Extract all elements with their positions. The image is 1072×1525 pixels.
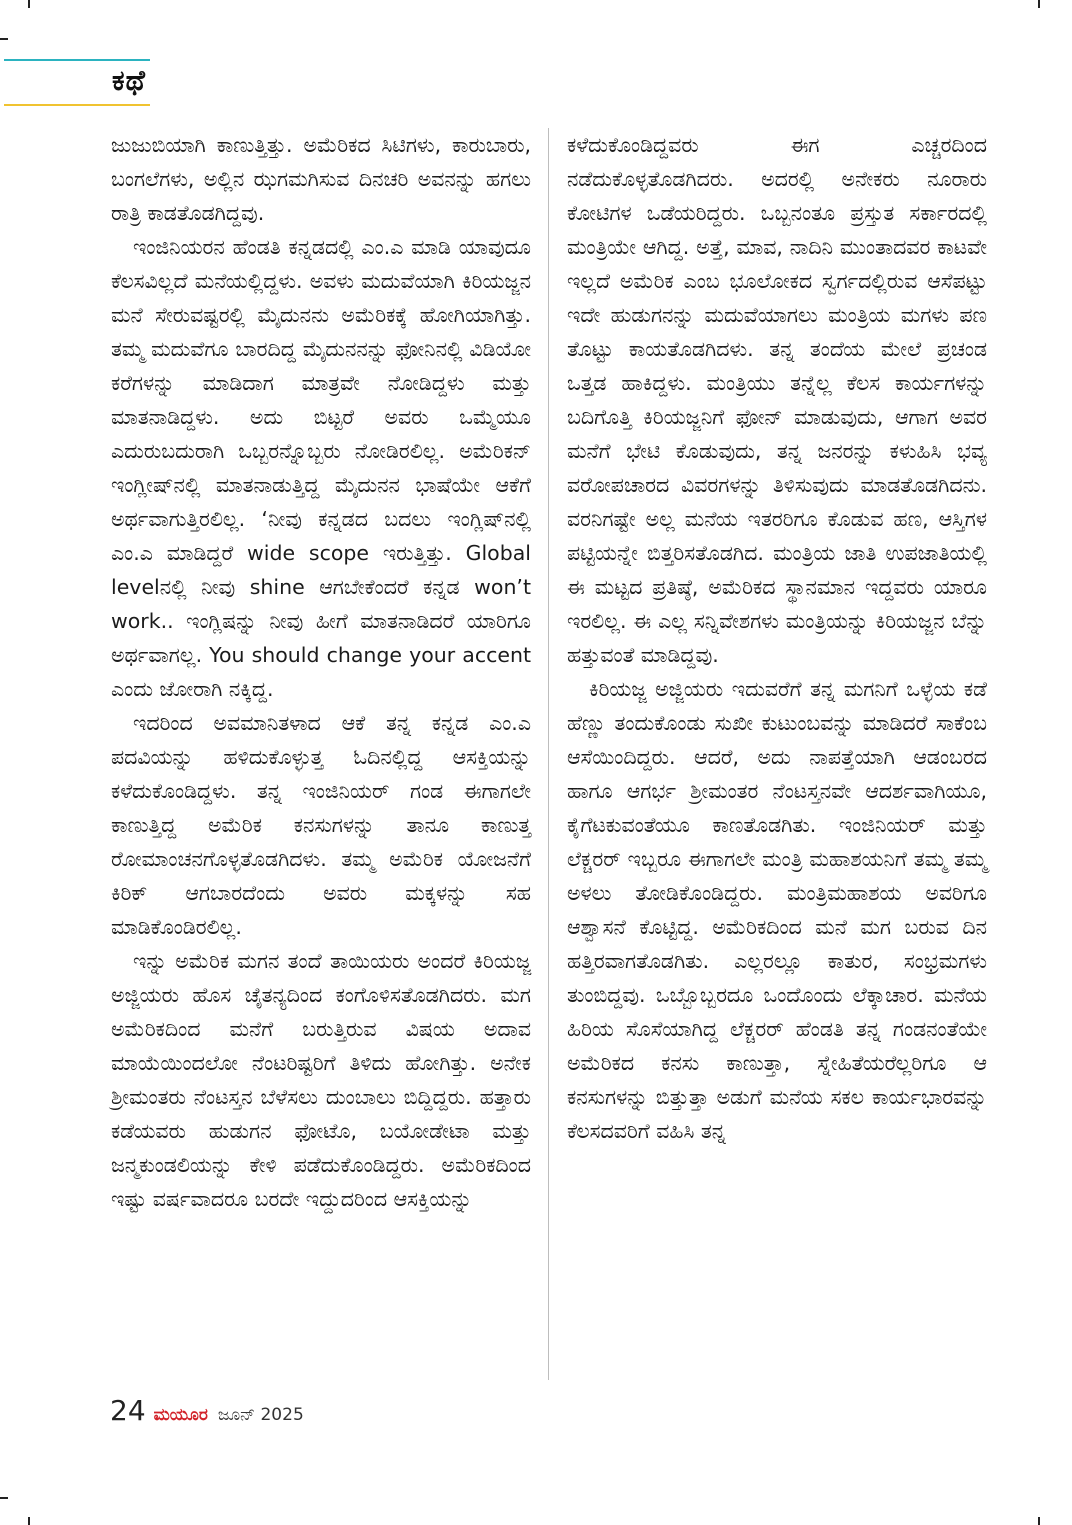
paragraph: ಕಿರಿಯಜ್ಜ ಅಜ್ಜಿಯರು ಇದುವರೆಗೆ ತನ್ನ ಮಗನಿಗೆ ಒಳ್ಳೆಯ ಕಡೆ ಹೆಣ್ಣು ತಂದುಕೊಂಡು ಸುಖೀ ಕುಟುಂಬವನ್ನು ಮಾಡಿದರೆ ಸಾಕೆಂಬ ಆಸೆಯಿಂದಿದ್ದರು. ಆದರೆ, ಅದು ನಾಪತ್ತೆಯಾಗಿ ಆಡಂಬರದ ಹಾಗೂ ಆಗರ್ಭ ಶ್ರೀಮಂತರ ನೆಂಟಸ್ತನವೇ ಆದರ್ಶವಾಗಿಯೂ, ಕೈಗೆಟಕುವಂತೆಯೂ ಕಾಣತೊಡಗಿತು. ಇಂಜಿನಿಯರ್ ಮತ್ತು ಲೆಕ್ಚರರ್ ಇಬ್ಬರೂ ಈಗಾಗಲೇ ಮಂತ್ರಿ ಮಹಾಶಯನಿಗೆ ತಮ್ಮ ತಮ್ಮ ಅಳಲು ತೋಡಿಕೊಂಡಿದ್ದರು. ಮಂತ್ರಿಮಹಾಶಯ ಅವರಿಗೂ ಆಶ್ವಾಸನೆ ಕೊಟ್ಟಿದ್ದ. ಅಮೆರಿಕದಿಂದ ಮನೆ ಮಗ ಬರುವ ದಿನ ಹತ್ತಿರವಾಗತೊಡಗಿತು. ಎಲ್ಲರಲ್ಲೂ ಕಾತುರ, ಸಂಭ್ರಮಗಳು ತುಂಬಿದ್ದವು. ಒಬ್ಬೊಬ್ಬರದೂ ಒಂದೊಂದು ಲೆಕ್ಕಾಚಾರ. ಮನೆಯ ಹಿರಿಯ ಸೊಸೆಯಾಗಿದ್ದ ಲೆಕ್ಚರರ್ ಹೆಂಡತಿ ತನ್ನ ಗಂಡನಂತೆಯೇ ಅಮೆರಿಕದ ಕನಸು ಕಾಣುತ್ತಾ, ಸ್ನೇಹಿತೆಯರೆಲ್ಲರಿಗೂ ಆ ಕನಸುಗಳನ್ನು ಬಿತ್ತುತ್ತಾ ಅಡುಗೆ ಮನೆಯ ಸಕಲ ಕಾರ್ಯಭಾರವನ್ನು ಕೆಲಸದವರಿಗೆ ವಹಿಸಿ ತನ್ನ [567,677,987,1143]
left-column [111,128,531,1216]
paragraph: ಇದರಿಂದ ಅವಮಾನಿತಳಾದ ಆಕೆ ತನ್ನ ಕನ್ನಡ ಎಂ.ಎ ಪದವಿಯನ್ನು ಹಳಿದುಕೊಳ್ಳುತ್ತ ಓದಿನಲ್ಲಿದ್ದ ಆಸಕ್ತಿಯನ್ನು ಕಳೆದುಕೊಂಡಿದ್ದಳು. ತನ್ನ ಇಂಜಿನಿಯರ್ ಗಂಡ ಈಗಾಗಲೇ ಕಾಣುತ್ತಿದ್ದ ಅಮೆರಿಕ ಕನಸುಗಳನ್ನು ತಾನೂ ಕಾಣುತ್ತ ರೋಮಾಂಚನಗೊಳ್ಳತೊಡಗಿದಳು. ತಮ್ಮ ಅಮೆರಿಕ ಯೋಜನೆಗೆ ಕಿರಿಕ್ ಆಗಬಾರದೆಂದು ಅವರು ಮಕ್ಕಳನ್ನು ಸಹ ಮಾಡಿಕೊಂಡಿರಲಿಲ್ಲ. [111,711,531,939]
paragraph: ಇನ್ನು ಅಮೆರಿಕ ಮಗನ ತಂದೆ ತಾಯಿಯರು ಅಂದರೆ ಕಿರಿಯಜ್ಜ ಅಜ್ಜಿಯರು ಹೊಸ ಚೈತನ್ಯದಿಂದ ಕಂಗೊಳಿಸತೊಡಗಿದರು. ಮಗ ಅಮೆರಿಕದಿಂದ ಮನೆಗೆ ಬರುತ್ತಿರುವ ವಿಷಯ ಅದಾವ ಮಾಯೆಯಿಂದಲೋ ನೆಂಟರಿಷ್ಟರಿಗೆ ತಿಳಿದು ಹೋಗಿತ್ತು. ಅನೇಕ ಶ್ರೀಮಂತರು ನೆಂಟಸ್ತನ ಬೆಳೆಸಲು ದುಂಬಾಲು ಬಿದ್ದಿದ್ದರು. ಹತ್ತಾರು ಕಡೆಯವರು ಹುಡುಗನ ಫೋಟೊ, ಬಯೋಡೇಟಾ ಮತ್ತು ಜನ್ಮಕುಂಡಲಿಯನ್ನು ಕೇಳಿ ಪಡೆದುಕೊಂಡಿದ್ದರು. ಅಮೆರಿಕದಿಂದ ಇಷ್ಟು ವರ್ಷವಾದರೂ ಬರದೇ ಇದ್ದುದರಿಂದ ಆಸಕ್ತಿಯನ್ನು [111,949,531,1211]
magazine-logo: ಮಯೂರ [153,1405,208,1425]
crop-mark-bottom-right [1038,1517,1040,1525]
section-title: ಕಥೆ [112,64,146,97]
column-divider [548,128,549,1380]
paragraph: ಜುಜುಬಿಯಾಗಿ ಕಾಣುತ್ತಿತ್ತು. ಅಮೆರಿಕದ ಸಿಟಿಗಳು, ಕಾರುಬಾರು, ಬಂಗಲೆಗಳು, ಅಲ್ಲಿನ ಝಗಮಗಿಸುವ ದಿನಚರಿ ಅವನನ್ನು ಹಗಲು ರಾತ್ರಿ ಕಾಡತೊಡಗಿದ್ದವು. [111,133,531,225]
paragraph: ಇಂಜಿನಿಯರನ ಹೆಂಡತಿ ಕನ್ನಡದಲ್ಲಿ ಎಂ.ಎ ಮಾಡಿ ಯಾವುದೂ ಕೆಲಸವಿಲ್ಲದೆ ಮನೆಯಲ್ಲಿದ್ದಳು. ಅವಳು ಮದುವೆಯಾಗಿ ಕಿರಿಯಜ್ಜನ ಮನೆ ಸೇರುವಷ್ಟರಲ್ಲಿ ಮೈದುನನು ಅಮೆರಿಕಕ್ಕೆ ಹೋಗಿಯಾಗಿತ್ತು. ತಮ್ಮ ಮದುವೆಗೂ ಬಾರದಿದ್ದ ಮೈದುನನನ್ನು ಫೋನಿನಲ್ಲಿ ವಿಡಿಯೋ ಕರೆಗಳನ್ನು ಮಾಡಿದಾಗ ಮಾತ್ರವೇ ನೋಡಿದ್ದಳು ಮತ್ತು ಮಾತನಾಡಿದ್ದಳು. ಅದು ಬಿಟ್ಟರೆ ಅವರು ಒಮ್ಮೆಯೂ ಎದುರುಬದುರಾಗಿ ಒಬ್ಬರನ್ನೊಬ್ಬರು ನೋಡಿರಲಿಲ್ಲ. ಅಮೆರಿಕನ್ ಇಂಗ್ಲೀಷ್‌ನಲ್ಲಿ ಮಾತನಾಡುತ್ತಿದ್ದ ಮೈದುನನ ಭಾಷೆಯೇ ಆಕೆಗೆ ಅರ್ಥವಾಗುತ್ತಿರಲಿಲ್ಲ. ‘ನೀವು ಕನ್ನಡದ ಬದಲು ಇಂಗ್ಲಿಷ್‌ನಲ್ಲಿ ಎಂ.ಎ ಮಾಡಿದ್ದರೆ wide scope ಇರುತ್ತಿತ್ತು. Global levelನಲ್ಲಿ ನೀವು shine ಆಗಬೇಕೆಂದರೆ ಕನ್ನಡ won’t work.. ಇಂಗ್ಲಿಷನ್ನು ನೀವು ಹೀಗೆ ಮಾತನಾಡಿದರೆ ಯಾರಿಗೂ ಅರ್ಥವಾಗಲ್ಲ. You should change your accent ಎಂದು ಜೋರಾಗಿ ನಕ್ಕಿದ್ದ. [111,235,531,701]
crop-mark-left-upper [0,38,8,40]
issue-date: ಜೂನ್ 2025 [217,1405,304,1425]
page-number: 24 [110,1394,146,1427]
crop-mark-top-left [28,0,30,8]
crop-mark-top-right [1038,0,1040,8]
header-rule-top [4,59,150,61]
crop-mark-bottom-left [28,1517,30,1525]
right-column [567,128,987,1148]
page-footer [110,1394,304,1428]
crop-mark-left-lower [0,1497,8,1499]
paragraph: ಕಳೆದುಕೊಂಡಿದ್ದವರು ಈಗ ಎಚ್ಚರದಿಂದ ನಡೆದುಕೊಳ್ಳತೊಡಗಿದರು. ಅದರಲ್ಲಿ ಅನೇಕರು ನೂರಾರು ಕೋಟಿಗಳ ಒಡೆಯರಿದ್ದರು. ಒಬ್ಬನಂತೂ ಪ್ರಸ್ತುತ ಸರ್ಕಾರದಲ್ಲಿ ಮಂತ್ರಿಯೇ ಆಗಿದ್ದ. ಅತ್ತೆ, ಮಾವ, ನಾದಿನಿ ಮುಂತಾದವರ ಕಾಟವೇ ಇಲ್ಲದೆ ಅಮೆರಿಕ ಎಂಬ ಭೂಲೋಕದ ಸ್ವರ್ಗದಲ್ಲಿರುವ ಆಸೆಪಟ್ಟು ಇದೇ ಹುಡುಗನನ್ನು ಮದುವೆಯಾಗಲು ಮಂತ್ರಿಯ ಮಗಳು ಪಣ ತೊಟ್ಟು ಕಾಯತೊಡಗಿದಳು. ತನ್ನ ತಂದೆಯ ಮೇಲೆ ಪ್ರಚಂಡ ಒತ್ತಡ ಹಾಕಿದ್ದಳು. ಮಂತ್ರಿಯು ತನ್ನೆಲ್ಲ ಕೆಲಸ ಕಾರ್ಯಗಳನ್ನು ಬದಿಗೊತ್ತಿ ಕಿರಿಯಜ್ಜನಿಗೆ ಫೋನ್ ಮಾಡುವುದು, ಆಗಾಗ ಅವರ ಮನೆಗೆ ಭೇಟಿ ಕೊಡುವುದು, ತನ್ನ ಜನರನ್ನು ಕಳುಹಿಸಿ ಭವ್ಯ ವರೋಪಚಾರದ ವಿವರಗಳನ್ನು ತಿಳಿಸುವುದು ಮಾಡತೊಡಗಿದನು. ವರನಿಗಷ್ಟೇ ಅಲ್ಲ ಮನೆಯ ಇತರರಿಗೂ ಕೊಡುವ ಹಣ, ಆಸ್ತಿಗಳ ಪಟ್ಟಿಯನ್ನೇ ಬಿತ್ತರಿಸತೊಡಗಿದ. ಮಂತ್ರಿಯ ಜಾತಿ ಉಪಜಾತಿಯಲ್ಲಿ ಈ ಮಟ್ಟದ ಪ್ರತಿಷ್ಠೆ, ಅಮೆರಿಕದ ಸ್ಥಾನಮಾನ ಇದ್ದವರು ಯಾರೂ ಇರಲಿಲ್ಲ. ಈ ಎಲ್ಲ ಸನ್ನಿವೇಶಗಳು ಮಂತ್ರಿಯನ್ನು ಕಿರಿಯಜ್ಜನ ಬೆನ್ನು ಹತ್ತುವಂತೆ ಮಾಡಿದ್ದವು. [567,133,987,667]
header-rule-bottom [4,104,150,106]
